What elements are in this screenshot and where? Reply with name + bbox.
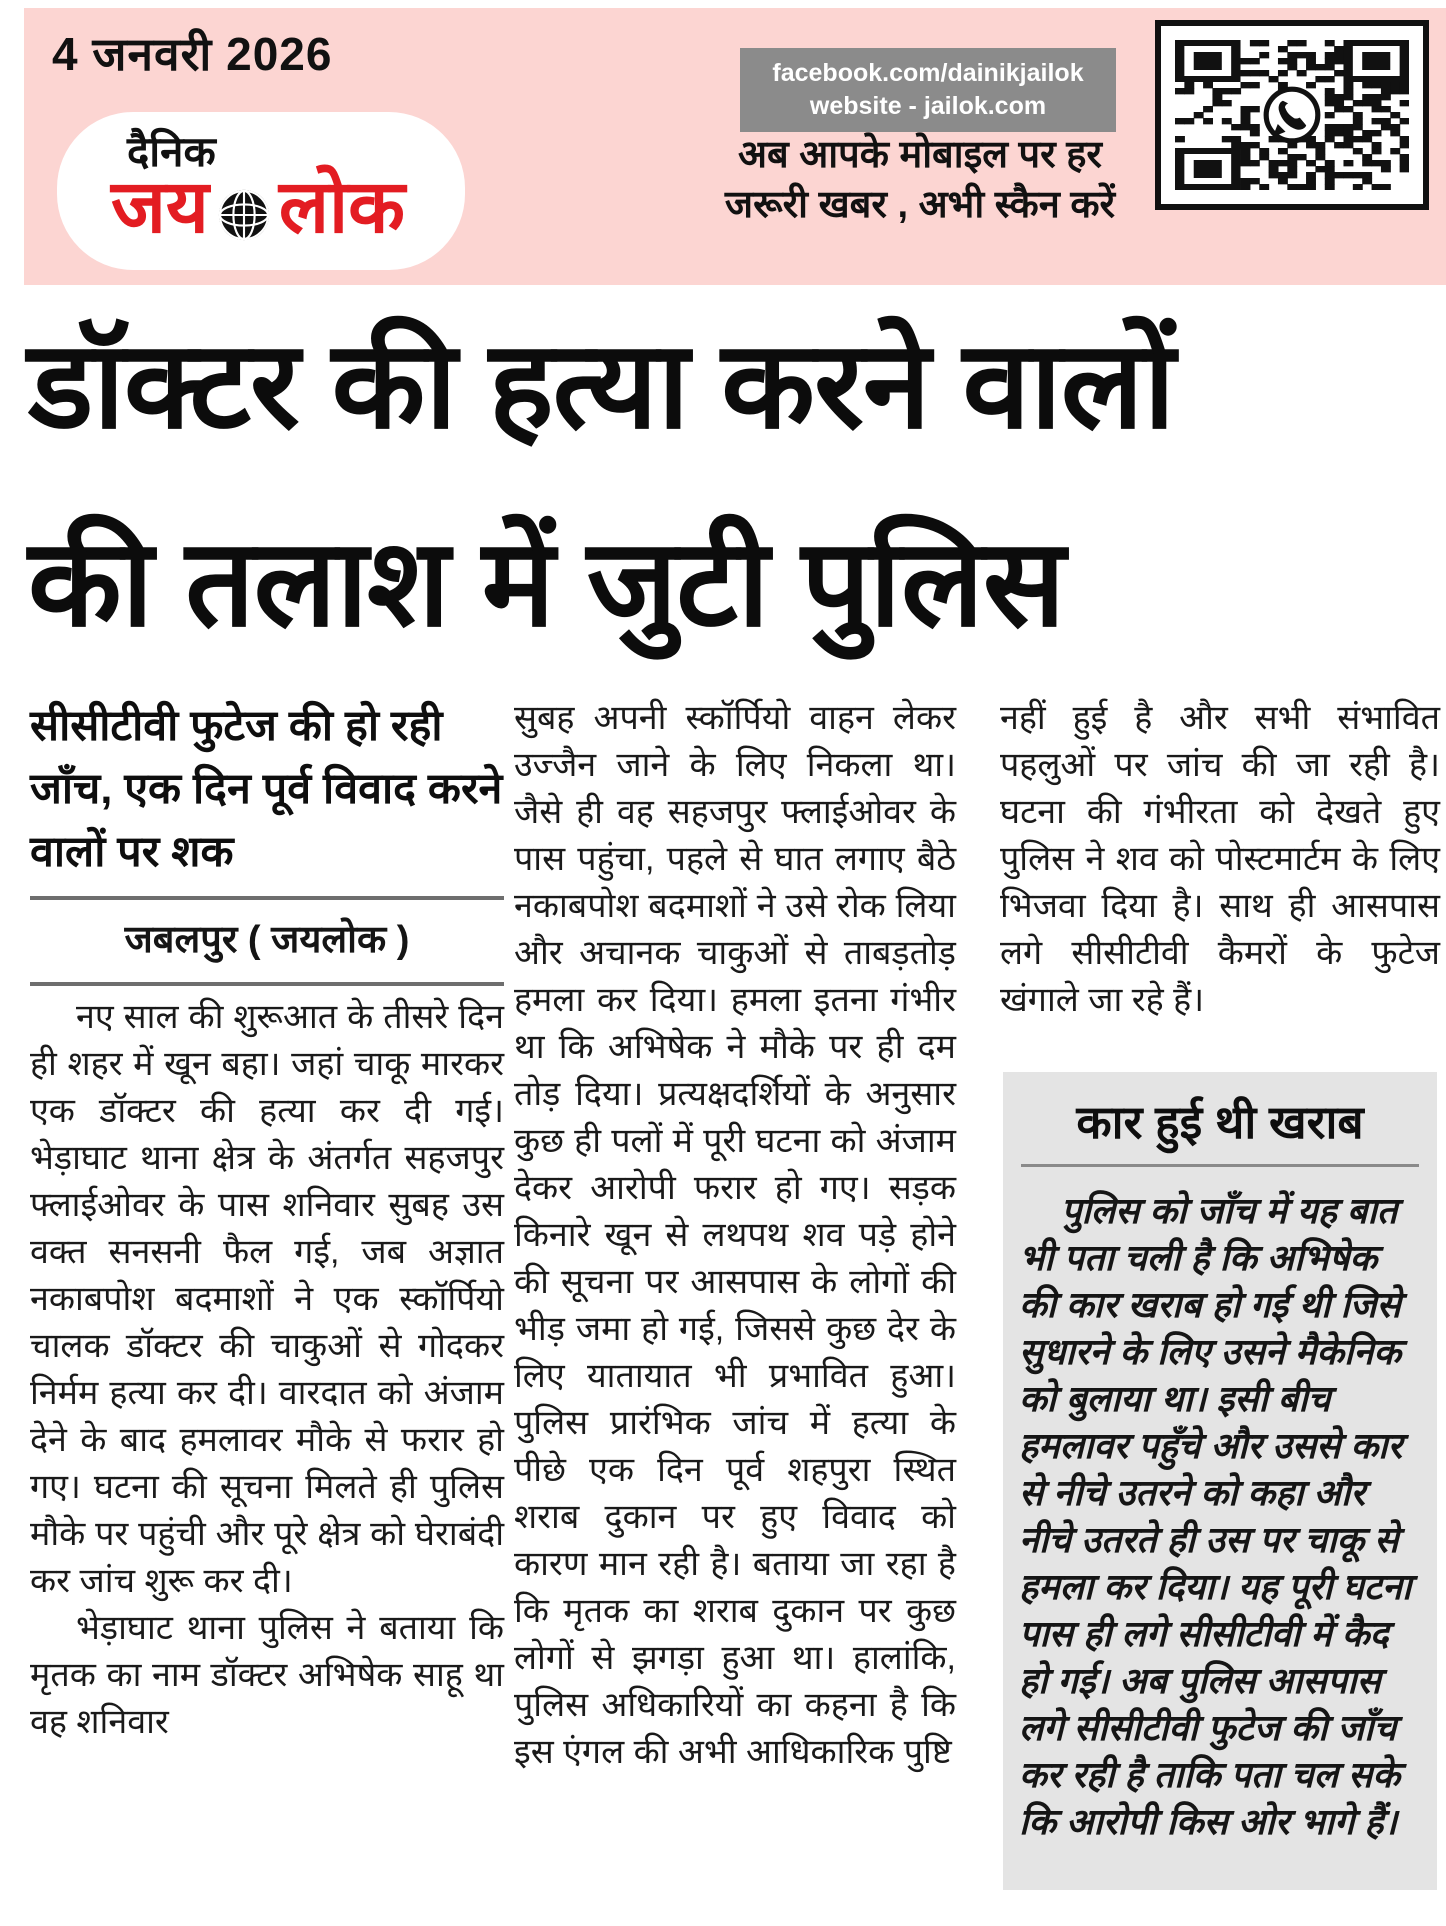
masthead-band bbox=[24, 8, 1446, 285]
body-paragraph: नए साल की शुरूआत के तीसरे दिन ही शहर में खून बहा। जहां चाकू मारकर एक डॉक्टर की हत्या कर दी गई। भेड़ाघाट थाना क्षेत्र के अंतर्गत सहजपुर फ्लाईओवर के पास शनिवार सुबह उस वक्त सनसनी फैल गई, जब अज्ञात नकाबपोश बदमाशों ने एक स्कॉर्पियो चालक डॉक्टर की चाकुओं से गोदकर निर्मम हत्या कर दी। वारदात को अंजाम देने के बाद हमलावर मौके से फरार हो गए। घटना की सूचना मिलते ही पुलिस मौके पर पहुंची और पूरे क्षेत्र को घेराबंदी कर जांच शुरू कर दी। bbox=[30, 998, 504, 1600]
column-3 bbox=[1000, 695, 1440, 1024]
divider bbox=[1021, 1164, 1419, 1167]
byline: जबलपुर ( जयलोक ) bbox=[124, 919, 410, 961]
sidebar-box bbox=[1003, 1072, 1437, 1890]
sidebar-box-title: कार हुई थी खराब bbox=[1076, 1096, 1364, 1148]
body-paragraph: सुबह अपनी स्कॉर्पियो वाहन लेकर उज्जैन जाने के लिए निकला था। जैसे ही वह सहजपुर फ्लाईओवर के पास पहुंचा, पहले से घात लगाए बैठे नकाबपोश बदमाशों ने उसे रोक लिया और अचानक चाकुओं से ताबड़तोड़ हमला कर दिया। हमला इतना गंभीर था कि अभिषेक ने मौके पर ही दम तोड़ दिया। प्रत्यक्षदर्शियों के अनुसार कुछ ही पलों में पूरी घटना को अंजाम देकर आरोपी फरार हो गए। सड़क किनारे खून से लथपथ शव पड़े होने की सूचना पर आसपास के लोगों की भीड़ जमा हो गई, जिससे कुछ देर के लिए यातायात भी प्रभावित हुआ। पुलिस प्रारंभिक जांच में हत्या के पीछे एक दिन पूर्व शहपुरा स्थित शराब दुकान पर हुए विवाद को कारण मान रही है। बताया जा रहा है कि मृतक का शराब दुकान पर कुछ लोगों से झगड़ा हुआ था। हालांकि, पुलिस अधिकारियों का कहना है कि इस एंगल की अभी आधिकारिक पुष्टि bbox=[514, 699, 956, 1771]
divider bbox=[30, 982, 504, 986]
body-paragraph: भेड़ाघाट थाना पुलिस ने बताया कि मृतक का नाम डॉक्टर अभिषेक साहू था वह शनिवार bbox=[30, 1609, 504, 1741]
logo-daily-label: दैनिक bbox=[127, 128, 216, 175]
article-body-col1 bbox=[30, 994, 504, 1746]
headline-line2: की तलाश में जुटी पुलिस bbox=[28, 515, 1065, 651]
article-body-col2 bbox=[514, 695, 956, 1776]
newspaper-logo bbox=[57, 112, 465, 270]
scan-tagline-line1: अब आपके मोबाइल पर हर bbox=[738, 134, 1102, 176]
body-paragraph: नहीं हुई है और सभी संभावित पहलुओं पर जांच की जा रही है। घटना की गंभीरता को देखते हुए पुलिस ने शव को पोस्टमार्टम के लिए भिजवा दिया है। साथ ही आसपास लगे सीसीटीवी कैमरों के फुटेज खंगाले जा रहे हैं। bbox=[1000, 699, 1440, 1019]
website-url: website - jailok.com bbox=[809, 91, 1047, 120]
facebook-url: facebook.com/dainikjailok bbox=[772, 59, 1084, 87]
whatsapp-icon bbox=[1261, 84, 1323, 146]
logo-title-second: लोक bbox=[278, 165, 405, 248]
globe-icon bbox=[217, 180, 271, 234]
logo-title bbox=[111, 165, 405, 248]
headline-line1: डॉक्टर की हत्या करने वालों bbox=[28, 317, 1175, 453]
column-2 bbox=[514, 695, 956, 1776]
article-body-col3 bbox=[1000, 695, 1440, 1024]
logo-title-first: जय bbox=[111, 165, 209, 248]
scan-tagline bbox=[620, 130, 1220, 230]
divider bbox=[30, 896, 504, 900]
sidebar-box-body: पुलिस को जाँच में यह बात भी पता चली है कि अभिषेक की कार खराब हो गई थी जिसे सुधारने के लिए उसने मैकेनिक को बुलाया था। इसी बीच हमलावर पहुँचे और उससे कार से नीचे उतरने को कहा और नीचे उतरते ही उस पर चाकू से हमला कर दिया। यह पूरी घटना पास ही लगे सीसीटीवी में कैद हो गई। अब पुलिस आसपास लगे सीसीटीवी फुटेज की जाँच कर रही है ताकि पता चल सके कि आरोपी किस ओर भागे हैं। bbox=[1019, 1190, 1412, 1842]
headline bbox=[28, 286, 1428, 682]
qr-code-icon bbox=[1155, 20, 1429, 210]
column-1 bbox=[30, 695, 504, 1746]
scan-tagline-line2: जरूरी खबर , अभी स्कैन करें bbox=[724, 184, 1116, 226]
issue-date: 4 जनवरी 2026 bbox=[52, 28, 333, 80]
subheading: सीसीटीवी फुटेज की हो रही जाँच, एक दिन पूर्व विवाद करने वालों पर शक bbox=[30, 702, 503, 876]
social-links-box bbox=[740, 48, 1116, 132]
